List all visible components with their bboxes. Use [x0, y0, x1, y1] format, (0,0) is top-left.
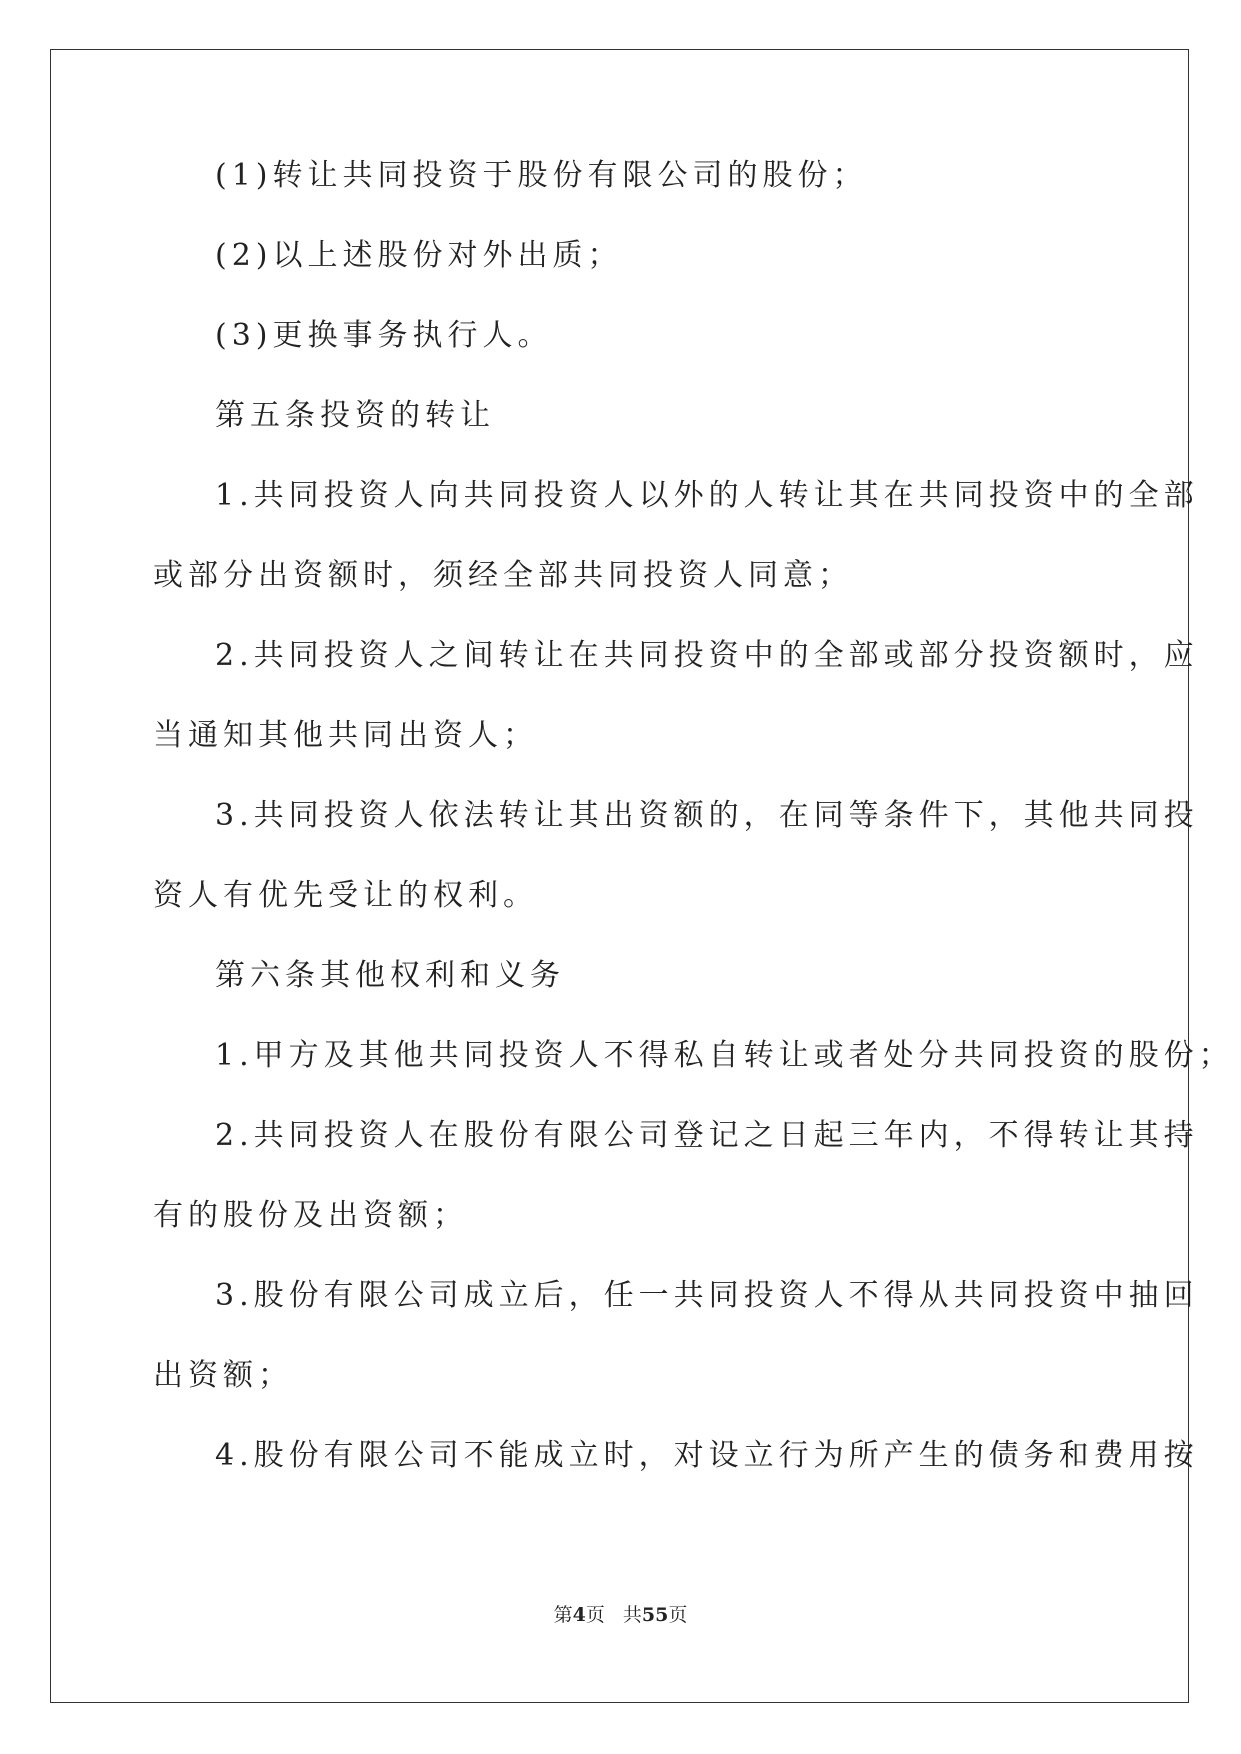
text-line: 或部分出资额时，须经全部共同投资人同意；: [153, 558, 853, 593]
total-pages: 55: [641, 1604, 669, 1626]
text-line: 资人有优先受让的权利。: [153, 878, 538, 913]
footer-total-prefix: 共: [622, 1604, 642, 1626]
text-line: 2.共同投资人之间转让在共同投资中的全部或部分投资额时，应: [215, 638, 1199, 673]
footer-total-suffix: 页: [668, 1604, 688, 1626]
text-line: 1.甲方及其他共同投资人不得私自转让或者处分共同投资的股份；: [215, 1038, 1234, 1073]
text-line: (1)转让共同投资于股份有限公司的股份；: [215, 158, 868, 193]
text-line: 1.共同投资人向共同投资人以外的人转让其在共同投资中的全部: [215, 478, 1199, 513]
text-line: 当通知其他共同出资人；: [153, 718, 538, 753]
text-line: 有的股份及出资额；: [153, 1198, 468, 1233]
section-heading: 第五条投资的转让: [215, 398, 495, 433]
text-line: 出资额；: [153, 1358, 293, 1393]
section-heading: 第六条其他权利和义务: [215, 958, 565, 993]
text-line: 3.共同投资人依法转让其出资额的，在同等条件下，其他共同投: [215, 798, 1199, 833]
text-line: (2)以上述股份对外出质；: [215, 238, 623, 273]
text-line: 3.股份有限公司成立后，任一共同投资人不得从共同投资中抽回: [215, 1278, 1199, 1313]
footer-page-suffix: 页: [585, 1604, 605, 1626]
page-footer: [0, 1600, 1241, 1627]
text-line: 4.股份有限公司不能成立时，对设立行为所产生的债务和费用按: [215, 1438, 1199, 1473]
footer-prefix: 第: [553, 1604, 573, 1626]
page-number: 4: [572, 1604, 586, 1626]
text-line: (3)更换事务执行人。: [215, 318, 553, 353]
text-line: 2.共同投资人在股份有限公司登记之日起三年内，不得转让其持: [215, 1118, 1199, 1153]
